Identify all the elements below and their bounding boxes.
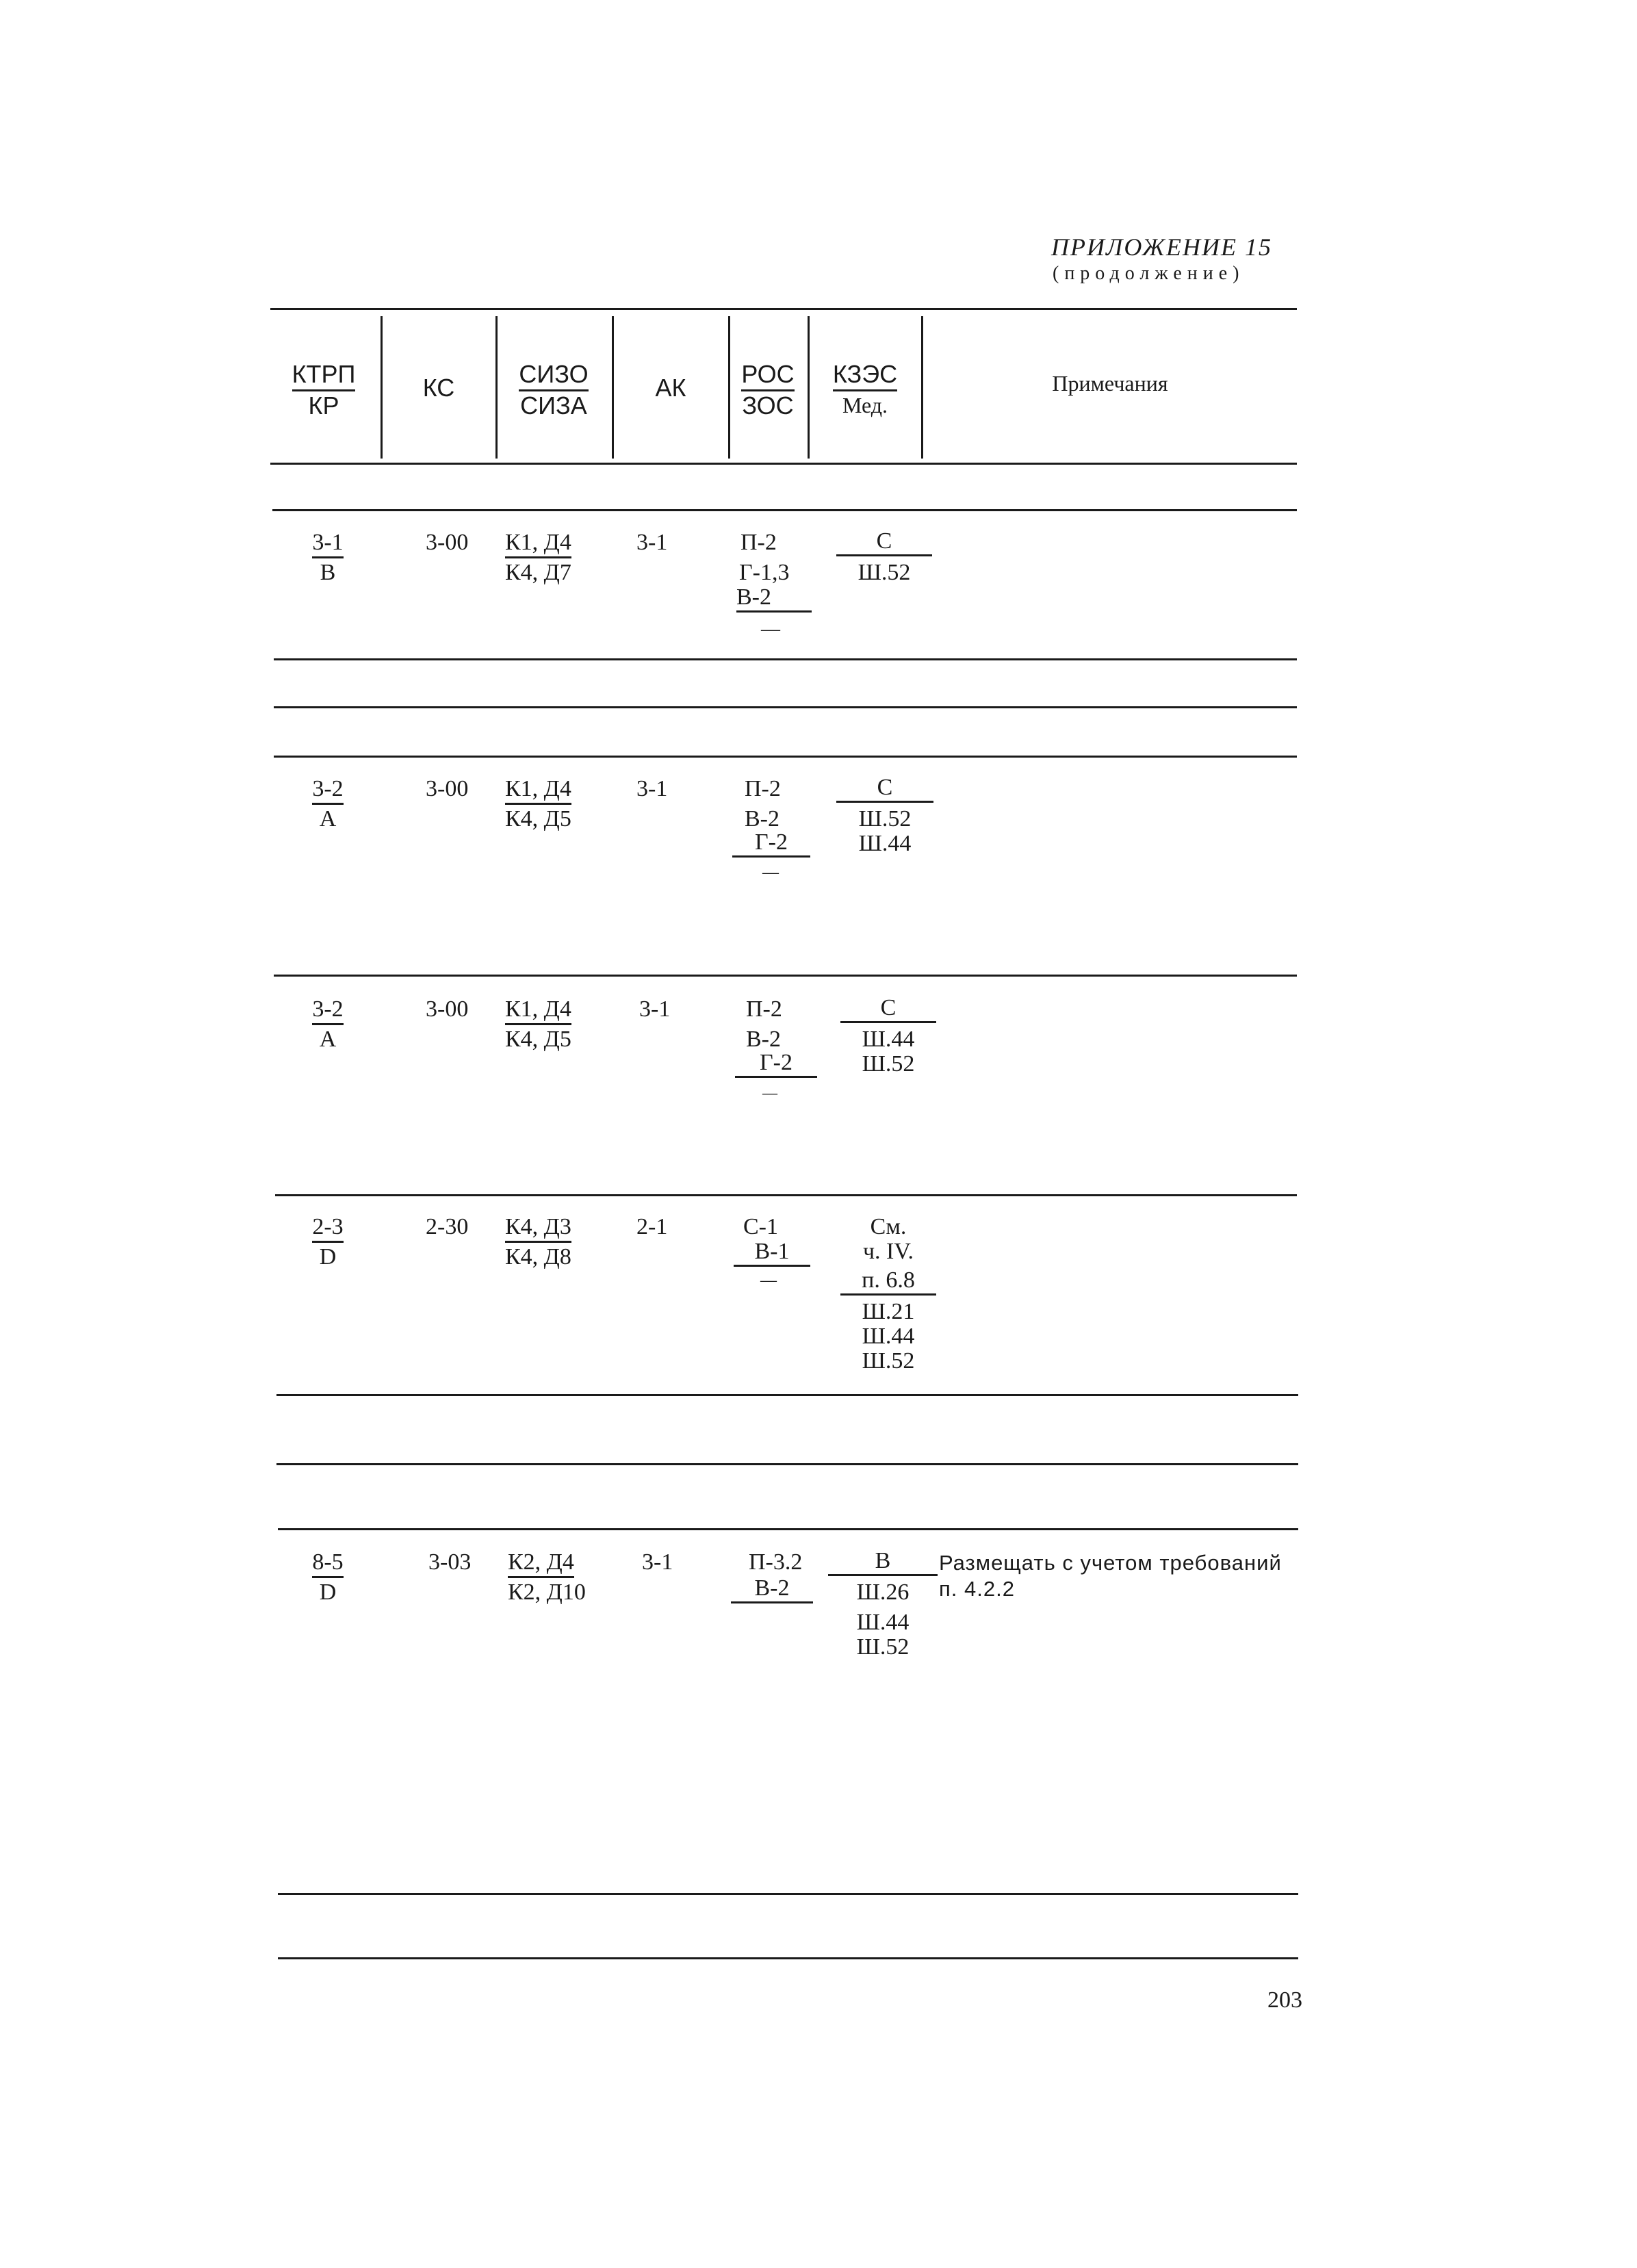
- cell-ros: П-2: [745, 776, 781, 801]
- cell-med: Ш.52: [856, 1634, 910, 1660]
- cell-med: Ш.44: [858, 831, 912, 856]
- header-ak: АК: [655, 374, 686, 402]
- header-ros: РОС: [731, 360, 805, 389]
- cell-kzes: С: [840, 995, 936, 1023]
- cell-med: Ш.44: [856, 1610, 910, 1635]
- row-separator: [272, 509, 1297, 511]
- cell-zos: —: [760, 1272, 777, 1289]
- cell-kzes: ч. IV.: [862, 1239, 914, 1264]
- column-divider: [728, 316, 730, 459]
- cell-sizo: К4, Д3: [505, 1214, 571, 1243]
- column-divider: [808, 316, 810, 459]
- cell-ros: С-1: [743, 1214, 778, 1239]
- cell-ktrp: 3-1: [312, 530, 343, 558]
- row-separator: [275, 1194, 1297, 1196]
- column-divider: [612, 316, 614, 459]
- row-separator: [274, 706, 1297, 708]
- cell-siza: К4, Д8: [505, 1244, 571, 1270]
- header-med: Мед.: [842, 393, 888, 417]
- column-divider: [495, 316, 498, 459]
- cell-med: Ш.52: [862, 1051, 915, 1077]
- cell-med: Ш.44: [862, 1027, 915, 1052]
- cell-sizo: К1, Д4: [505, 776, 571, 805]
- cell-ros: В-2: [731, 1575, 813, 1603]
- cell-kzes: С: [836, 775, 933, 803]
- cell-ros: П-3.2: [749, 1549, 803, 1575]
- header-zos: ЗОС: [742, 391, 794, 420]
- cell-kzes: В: [828, 1548, 938, 1576]
- cell-ros: В-2: [736, 584, 812, 613]
- header-sizo: СИЗО: [500, 360, 608, 389]
- cell-kr: D: [319, 1244, 337, 1270]
- header-kzes: КЗЭС: [812, 360, 918, 389]
- header-notes: Примечания: [1052, 371, 1168, 396]
- cell-siza: К4, Д7: [505, 560, 571, 585]
- cell-sizo: К1, Д4: [505, 530, 571, 558]
- cell-ktrp: 3-2: [312, 996, 343, 1025]
- cell-ks: 3-00: [426, 530, 469, 555]
- appendix-subtitle: (продолжение): [1053, 263, 1245, 284]
- table-top-rule: [270, 308, 1297, 310]
- cell-kzes: См.: [870, 1214, 907, 1239]
- row-separator: [278, 1893, 1298, 1895]
- header-kr: КР: [308, 391, 339, 420]
- cell-siza: К4, Д5: [505, 806, 571, 832]
- cell-ak: 3-1: [636, 776, 668, 801]
- cell-ktrp: 8-5: [312, 1549, 343, 1578]
- cell-ros: В-1: [734, 1239, 810, 1267]
- cell-med: Ш.26: [856, 1580, 910, 1605]
- page-number: 203: [1267, 1987, 1302, 2013]
- cell-ks: 2-30: [426, 1214, 469, 1239]
- cell-zos: —: [762, 1084, 777, 1101]
- cell-ak: 3-1: [639, 996, 671, 1022]
- cell-ros: П-2: [740, 530, 777, 555]
- cell-med: Ш.44: [862, 1324, 915, 1349]
- table-bottom-rule: [278, 1957, 1298, 1959]
- row-separator: [278, 1528, 1298, 1530]
- cell-zos: —: [761, 619, 780, 640]
- cell-sizo: К2, Д4: [508, 1549, 574, 1578]
- cell-kzes: п. 6.8: [840, 1267, 936, 1296]
- header-bottom-rule: [270, 463, 1297, 465]
- cell-ks: 3-00: [426, 776, 469, 801]
- cell-kr: В: [320, 560, 336, 585]
- cell-note: Размещать с учетом требований: [939, 1551, 1282, 1575]
- cell-ros: Г-1,3: [739, 560, 790, 585]
- cell-ks: 3-00: [426, 996, 469, 1022]
- cell-ak: 2-1: [636, 1214, 668, 1239]
- cell-kr: А: [319, 806, 337, 832]
- cell-ros: П-2: [746, 996, 782, 1022]
- cell-med: Ш.52: [858, 806, 912, 832]
- cell-ros: Г-2: [732, 829, 810, 858]
- cell-siza: К2, Д10: [508, 1580, 586, 1605]
- row-separator: [274, 658, 1297, 660]
- cell-ktrp: 3-2: [312, 776, 343, 805]
- cell-zos: —: [762, 864, 779, 881]
- header-ks: КС: [422, 374, 455, 402]
- column-divider: [381, 316, 383, 459]
- header-siza: СИЗА: [520, 391, 587, 420]
- cell-kr: D: [319, 1580, 337, 1605]
- cell-med: Ш.52: [862, 1348, 915, 1374]
- cell-ros: В-2: [745, 806, 779, 832]
- row-separator: [274, 756, 1297, 758]
- cell-ktrp: 2-3: [312, 1214, 343, 1243]
- appendix-title: ПРИЛОЖЕНИЕ 15: [1051, 233, 1272, 261]
- cell-ros: Г-2: [735, 1050, 817, 1078]
- cell-ros: В-2: [746, 1027, 781, 1052]
- row-separator: [276, 1463, 1298, 1465]
- cell-med: Ш.52: [858, 560, 911, 585]
- cell-ks: 3-03: [428, 1549, 472, 1575]
- column-divider: [921, 316, 923, 459]
- cell-siza: К4, Д5: [505, 1027, 571, 1052]
- cell-sizo: К1, Д4: [505, 996, 571, 1025]
- cell-ak: 3-1: [636, 530, 668, 555]
- row-separator: [274, 975, 1297, 977]
- cell-kzes: С: [836, 528, 932, 556]
- cell-kr: А: [319, 1027, 337, 1052]
- cell-med: Ш.21: [862, 1299, 915, 1324]
- cell-note: п. 4.2.2: [939, 1577, 1015, 1601]
- row-separator: [276, 1394, 1298, 1396]
- header-ktrp: КТРП: [272, 360, 375, 389]
- cell-ak: 3-1: [642, 1549, 673, 1575]
